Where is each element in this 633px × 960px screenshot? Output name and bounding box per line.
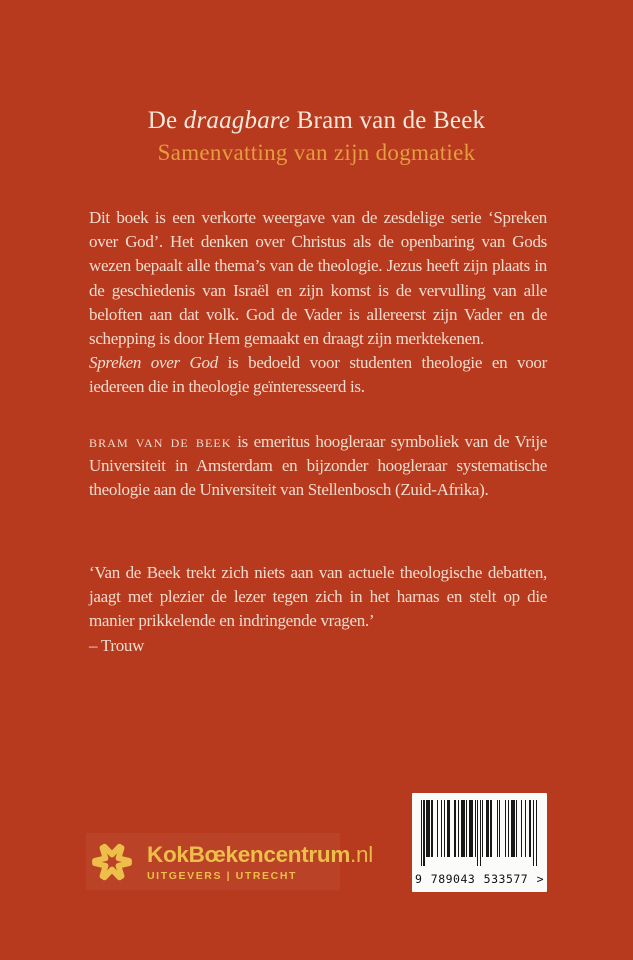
chevron-asterisk-icon <box>90 837 134 887</box>
publisher-name-main: KokBœkencentrum <box>147 841 351 867</box>
publisher-name-domain: .nl <box>350 841 373 867</box>
description-paragraph-1: Dit boek is een verkorte weergave van de zesdelige serie ‘Spreken over God’. Het denken over Christus als de openbaring van Gods wezen bepaalt alle thema’s van de theologie. Jezus heeft zijn plaats in de geschiedenis van Israël en zijn komst is de vervulling van alle beloften aan dat volk. God de Vader is allereerst zijn Vader en de schepping is door Hem gemaakt en draagt zijn merktekenen. <box>89 208 547 349</box>
series-title-italic: Spreken over God <box>89 353 218 373</box>
author-name: bram van de beek <box>89 432 232 451</box>
publisher-logo-text <box>147 843 373 882</box>
barcode-group-2: 533577 <box>483 872 529 886</box>
press-quote-block <box>89 561 547 658</box>
publisher-name <box>147 843 373 867</box>
author-bio-block <box>89 430 547 503</box>
title-block <box>0 104 633 168</box>
barcode-suffix: > <box>536 872 544 886</box>
barcode-module <box>536 800 537 866</box>
title-italic-part: draagbare <box>183 107 291 134</box>
publisher-tagline: UITGEVERS | UTRECHT <box>147 869 298 882</box>
book-title <box>0 104 633 137</box>
barcode-digits <box>415 872 544 886</box>
quote-text: ‘Van de Beek trekt zich niets aan van actuele theologische debatten, jaagt met plezier de lezer tegen zich in het harnas en stelt op die manier prikkelende en indringende vragen.’ <box>89 563 547 631</box>
barcode-digit-left: 9 <box>415 872 423 886</box>
barcode-group-1: 789043 <box>430 872 476 886</box>
author-bio-rest: is emeritus hoogleraar symboliek van de Vrije Universiteit in Amsterdam en bijzonder hoogleraar systematische theologie aan de Universiteit van Stellenbosch (Zuid-Afrika). <box>89 432 547 500</box>
quote-source: – Trouw <box>89 635 145 655</box>
description-paragraph-2 <box>89 351 547 399</box>
isbn-barcode <box>412 793 547 892</box>
description-paragraph-2-rest: is bedoeld voor studenten theologie en voor iedereen die in theologie geïnteresseerd is. <box>89 353 547 397</box>
title-part: De <box>147 107 184 134</box>
author-bio <box>89 430 547 503</box>
barcode-bars <box>421 800 537 866</box>
description-block <box>89 206 547 400</box>
book-subtitle: Samenvatting van zijn dogmatiek <box>157 140 476 165</box>
publisher-logo <box>90 836 373 888</box>
title-part: Bram van de Beek <box>290 107 486 134</box>
